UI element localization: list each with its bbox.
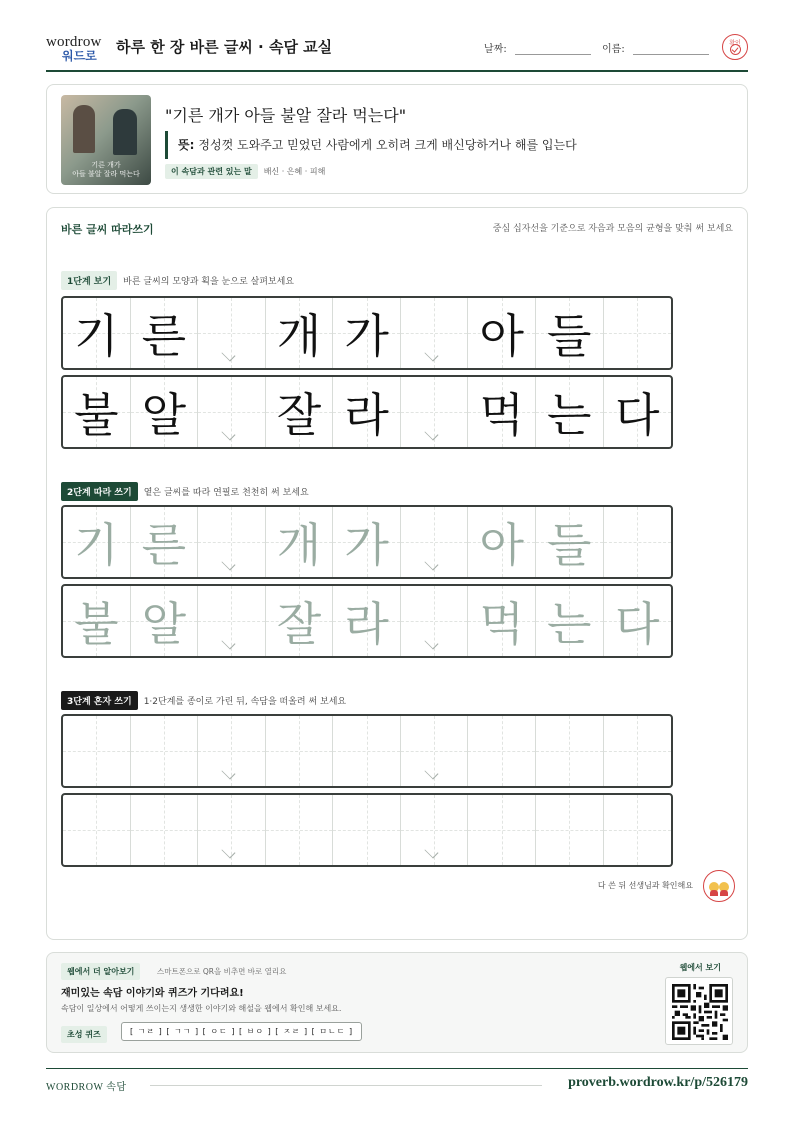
qr-code-icon — [672, 984, 728, 1040]
spacing-mark-icon — [222, 844, 236, 858]
grid-cell[interactable] — [198, 716, 266, 786]
thumbnail-figure-left — [73, 105, 95, 153]
grid-cell[interactable] — [468, 716, 536, 786]
grid-cell[interactable] — [604, 586, 672, 656]
grid-cell[interactable] — [63, 507, 131, 577]
qr-label: 웹에서 보기 — [679, 963, 721, 972]
step1-header — [61, 271, 294, 290]
grid-cell[interactable] — [536, 795, 604, 865]
grid-cell — [63, 377, 131, 447]
chosung-quiz: [ ㄱㄹ ] [ ㄱㄱ ] [ ㅇㄷ ] [ ㅂㅇ ] [ ㅈㄹ ] [ ㅁㄴㄷ ] — [121, 1022, 362, 1041]
grid-character: 기 — [74, 518, 119, 572]
grid-character: 아 — [479, 309, 524, 363]
spacing-mark-icon — [222, 765, 236, 779]
grid-character: 는 — [547, 388, 592, 442]
grid-cell[interactable] — [401, 507, 469, 577]
grid-character: 다 — [615, 597, 660, 651]
grid-cell[interactable] — [63, 586, 131, 656]
grid-cell[interactable] — [401, 586, 469, 656]
grid-cell — [198, 377, 266, 447]
grid-cell[interactable] — [536, 586, 604, 656]
grid-cell[interactable] — [266, 507, 334, 577]
check-icon — [730, 44, 741, 55]
scan-hint: 스마트폰으로 QR을 비추면 바로 열리요 — [157, 967, 287, 976]
grid-cell — [468, 377, 536, 447]
related-row — [165, 164, 325, 179]
web-headline: 재미있는 속담 이야기와 퀴즈가 기다려요! — [61, 988, 244, 999]
step1-text: 바른 글씨의 모양과 획을 눈으로 살펴보세요 — [123, 277, 294, 287]
related-tag: 이 속담과 관련 있는 말 — [165, 164, 258, 179]
web-more-pill[interactable]: 웹에서 더 알아보기 — [61, 963, 140, 980]
meaning-label: 뜻: — [178, 138, 195, 152]
grid-cell — [266, 377, 334, 447]
check-stamp-icon — [722, 34, 748, 60]
thumbnail-caption-line1: 기른 개가 — [91, 161, 121, 169]
proverb-thumbnail — [61, 95, 151, 185]
grid-cell[interactable] — [266, 795, 334, 865]
spacing-mark-icon — [424, 765, 438, 779]
thumbnail-caption — [61, 161, 151, 179]
grid-cell — [401, 298, 469, 368]
logo-text-ko: 워드로 — [62, 49, 97, 63]
date-line — [515, 45, 591, 55]
grid-cell[interactable] — [63, 795, 131, 865]
qr-code[interactable] — [665, 977, 733, 1045]
practice-note: 중심 십자선을 기준으로 자음과 모음의 균형을 맞춰 써 보세요 — [492, 224, 733, 234]
grid-cell[interactable] — [131, 586, 199, 656]
grid-character: 는 — [547, 597, 592, 651]
grid-character: 잘 — [276, 388, 322, 442]
proverb-quote: "기른 개가 아들 불알 잘라 먹는다" — [165, 106, 407, 125]
footer-divider — [150, 1085, 542, 1086]
grid-cell — [604, 377, 672, 447]
grid-character: 다 — [615, 388, 660, 442]
date-field[interactable] — [484, 40, 591, 55]
page-title: 하루 한 장 바른 글씨 · 속담 교실 — [116, 38, 333, 56]
grid-cell[interactable] — [131, 795, 199, 865]
grid-cell[interactable] — [468, 586, 536, 656]
grid-cell[interactable] — [468, 795, 536, 865]
name-label: 이름: — [602, 44, 625, 55]
grid-cell[interactable] — [401, 795, 469, 865]
grid-character: 가 — [344, 309, 389, 363]
grid-cell — [536, 377, 604, 447]
quiz-label: 초성 퀴즈 — [61, 1026, 107, 1043]
spacing-mark-icon — [424, 844, 438, 858]
grid-character: 른 — [141, 518, 187, 572]
grid-character: 먹 — [479, 597, 524, 651]
practice-section — [46, 207, 748, 940]
grid-cell[interactable] — [131, 716, 199, 786]
step2-row-1[interactable] — [61, 505, 673, 579]
related-words: 배신 · 은혜 · 피해 — [263, 167, 326, 176]
grid-character: 가 — [344, 518, 389, 572]
grid-cell[interactable] — [198, 795, 266, 865]
thumbnail-caption-line2: 아들 불알 잘라 먹는다 — [72, 170, 140, 178]
teacher-stamp-icon — [703, 870, 735, 902]
page-footer — [46, 1068, 748, 1098]
grid-cell — [333, 298, 401, 368]
kid-face-icon — [709, 882, 719, 892]
web-description: 속담이 일상에서 어떻게 쓰이는지 생생한 이야기와 해설을 웹에서 확인해 보세요. — [61, 1004, 342, 1013]
grid-cell[interactable] — [198, 586, 266, 656]
grid-cell[interactable] — [536, 716, 604, 786]
step3-badge: 3단계 혼자 쓰기 — [61, 691, 138, 710]
grid-cell — [401, 377, 469, 447]
grid-character: 먹 — [479, 388, 524, 442]
step1-row-1 — [61, 296, 673, 370]
grid-cell[interactable] — [266, 586, 334, 656]
grid-cell[interactable] — [536, 507, 604, 577]
grid-character — [604, 507, 672, 577]
grid-cell[interactable] — [198, 507, 266, 577]
step2-badge: 2단계 따라 쓰기 — [61, 482, 138, 501]
name-field[interactable] — [602, 40, 709, 55]
date-label: 날짜: — [484, 44, 507, 55]
grid-character: 불 — [74, 388, 119, 442]
grid-character: 개 — [276, 309, 322, 363]
name-line — [633, 45, 709, 55]
web-promo-box — [46, 952, 748, 1053]
grid-cell — [131, 298, 199, 368]
step3-header — [61, 691, 346, 710]
grid-cell[interactable] — [131, 507, 199, 577]
step1-badge: 1단계 보기 — [61, 271, 117, 290]
grid-character: 알 — [141, 388, 187, 442]
step3-row-2[interactable] — [61, 793, 673, 867]
grid-character — [604, 298, 672, 368]
grid-cell[interactable] — [266, 716, 334, 786]
step1-row-2 — [61, 375, 673, 449]
grid-character: 알 — [141, 597, 187, 651]
grid-character: 라 — [344, 388, 389, 442]
step2-row-2[interactable] — [61, 584, 673, 658]
grid-cell — [63, 298, 131, 368]
step3-text: 1·2단계를 종이로 가린 뒤, 속담을 떠올려 써 보세요 — [143, 697, 347, 707]
grid-cell[interactable] — [333, 795, 401, 865]
grid-character: 들 — [547, 518, 592, 572]
grid-cell[interactable] — [63, 716, 131, 786]
wordrow-logo — [46, 34, 108, 62]
step2-header — [61, 482, 309, 501]
grid-cell — [536, 298, 604, 368]
practice-title: 바른 글씨 따라쓰기 — [61, 223, 154, 236]
grid-cell[interactable] — [333, 716, 401, 786]
stamp-text: 확인 — [729, 40, 741, 47]
check-note: 다 쓴 뒤 선생님과 확인해요 — [597, 881, 693, 890]
kid-face-icon — [719, 882, 729, 892]
grid-cell[interactable] — [333, 507, 401, 577]
grid-cell[interactable] — [604, 716, 672, 786]
grid-cell — [131, 377, 199, 447]
proverb-meaning — [165, 131, 577, 159]
grid-character: 불 — [74, 597, 119, 651]
grid-cell — [604, 298, 672, 368]
grid-character: 아 — [479, 518, 524, 572]
grid-cell[interactable] — [604, 795, 672, 865]
step2-text: 옅은 글씨를 따라 연필로 천천히 써 보세요 — [143, 488, 309, 498]
grid-character: 들 — [547, 309, 592, 363]
footer-brand: WORDROW 속담 — [46, 1082, 127, 1093]
grid-cell[interactable] — [604, 507, 672, 577]
grid-character: 개 — [276, 518, 322, 572]
grid-cell — [198, 298, 266, 368]
logo-text-en: wordrow — [46, 34, 102, 50]
grid-cell — [468, 298, 536, 368]
footer-url[interactable]: proverb.wordrow.kr/p/526179 — [568, 1075, 748, 1090]
grid-character: 른 — [141, 309, 187, 363]
grid-character: 기 — [74, 309, 119, 363]
proverb-card — [46, 84, 748, 194]
grid-cell — [333, 377, 401, 447]
grid-cell — [266, 298, 334, 368]
meaning-text: 정성껏 도와주고 믿었던 사람에게 오히려 크게 배신당하거나 해를 입는다 — [198, 138, 577, 152]
thumbnail-figure-right — [113, 109, 137, 155]
grid-character: 라 — [344, 597, 389, 651]
page-header — [46, 30, 748, 72]
grid-character: 잘 — [276, 597, 322, 651]
grid-cell[interactable] — [401, 716, 469, 786]
grid-cell[interactable] — [333, 586, 401, 656]
grid-cell[interactable] — [468, 507, 536, 577]
step3-row-1[interactable] — [61, 714, 673, 788]
